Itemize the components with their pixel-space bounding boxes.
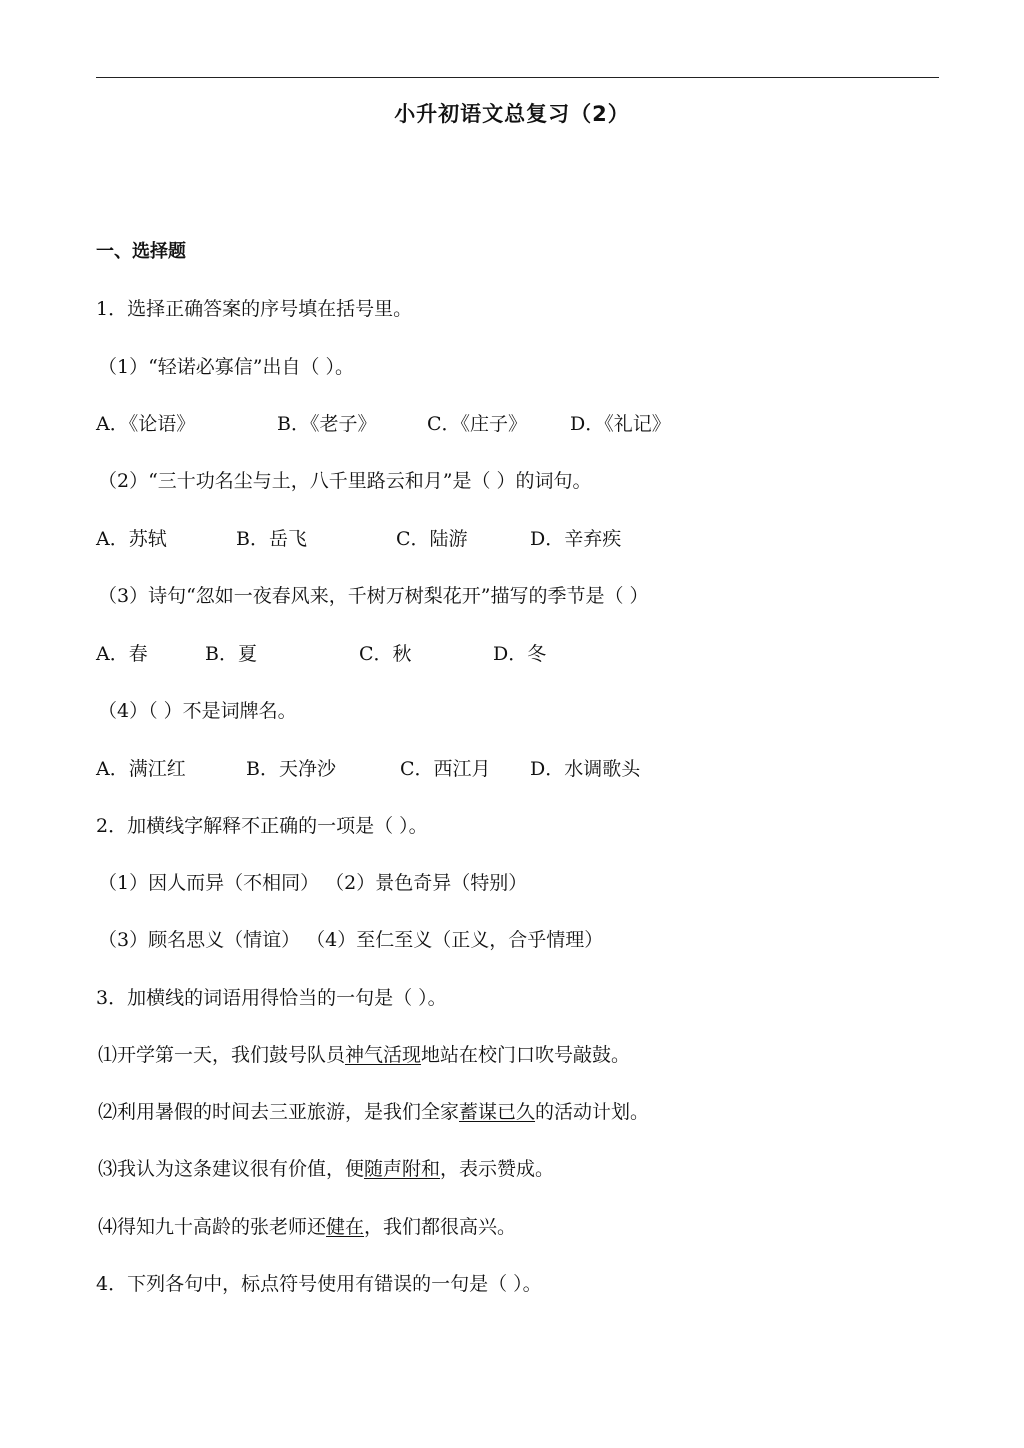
section-heading: 一、选择题 xyxy=(96,241,186,262)
option-b: B．岳飞 xyxy=(236,528,307,550)
option-b: B．天净沙 xyxy=(246,758,336,780)
sentence-text: ⑶我认为这条建议很有价值，便 xyxy=(98,1158,365,1180)
option-a: A．春 xyxy=(96,643,148,665)
option-a: A．苏轼 xyxy=(96,528,167,550)
question-3-stem: 3．加横线的词语用得恰当的一句是（ ）。 xyxy=(96,987,447,1009)
sentence-text: ⑴开学第一天，我们鼓号队员 xyxy=(98,1044,346,1066)
question-3-sentence-3 xyxy=(98,1155,554,1183)
question-3-sentence-4 xyxy=(98,1213,516,1241)
sentence-text: ⑷得知九十高龄的张老师还 xyxy=(98,1216,327,1238)
question-3-sentence-1 xyxy=(98,1041,630,1069)
question-1-sub-4: （4）（ ）不是词牌名。 xyxy=(98,700,297,722)
question-1-stem: 1．选择正确答案的序号填在括号里。 xyxy=(96,298,413,320)
sentence-text: 的活动计划。 xyxy=(535,1101,650,1123)
option-d: D．水调歌头 xyxy=(530,758,641,780)
sentence-text: 地站在校门口吹号敲鼓。 xyxy=(421,1044,631,1066)
underlined-phrase: 蓄谋已久 xyxy=(459,1101,536,1123)
question-2-line-2: （3）顾名思义（情谊） （4）至仁至义（正义，合乎情理） xyxy=(98,929,604,951)
question-1-sub-1-options xyxy=(0,410,1024,438)
page-title: 小升初语文总复习（2） xyxy=(394,102,630,126)
option-c: C．秋 xyxy=(359,643,412,665)
option-a: A．《论语》 xyxy=(96,413,196,435)
question-2-line-1: （1）因人而异（不相同） （2）景色奇异（特别） xyxy=(98,872,528,894)
question-3-sentence-2 xyxy=(98,1098,649,1126)
option-c: C．《庄子》 xyxy=(427,413,528,435)
underlined-phrase: 健在 xyxy=(326,1216,365,1238)
question-1-sub-3: （3）诗句“忽如一夜春风来，千树万树梨花开”描写的季节是（ ） xyxy=(98,585,649,607)
question-1-sub-1: （1）“轻诺必寡信”出自（ ）。 xyxy=(98,356,355,378)
question-1-sub-2-options xyxy=(0,525,1024,553)
option-c: C．陆游 xyxy=(396,528,468,550)
header-rule xyxy=(96,77,939,78)
question-2-stem: 2．加横线字解释不正确的一项是（ ）。 xyxy=(96,815,428,837)
option-d: D．冬 xyxy=(493,643,547,665)
sentence-text: ⑵利用暑假的时间去三亚旅游，是我们全家 xyxy=(98,1101,460,1123)
question-1-sub-4-options xyxy=(0,755,1024,783)
question-1-sub-2: （2）“三十功名尘与土，八千里路云和月”是（ ）的词句。 xyxy=(98,470,592,492)
underlined-phrase: 神气活现 xyxy=(345,1044,422,1066)
option-d: D．《礼记》 xyxy=(570,413,671,435)
option-b: B．《老子》 xyxy=(277,413,377,435)
question-1-sub-3-options xyxy=(0,640,1024,668)
option-c: C．西江月 xyxy=(400,758,491,780)
sentence-text: ，我们都很高兴。 xyxy=(364,1216,517,1238)
option-a: A．满江红 xyxy=(96,758,186,780)
sentence-text: ，表示赞成。 xyxy=(440,1158,555,1180)
option-d: D．辛弃疾 xyxy=(530,528,622,550)
option-b: B．夏 xyxy=(205,643,257,665)
question-4-stem: 4．下列各句中，标点符号使用有错误的一句是（ ）。 xyxy=(96,1273,542,1295)
underlined-phrase: 随声附和 xyxy=(364,1158,441,1180)
